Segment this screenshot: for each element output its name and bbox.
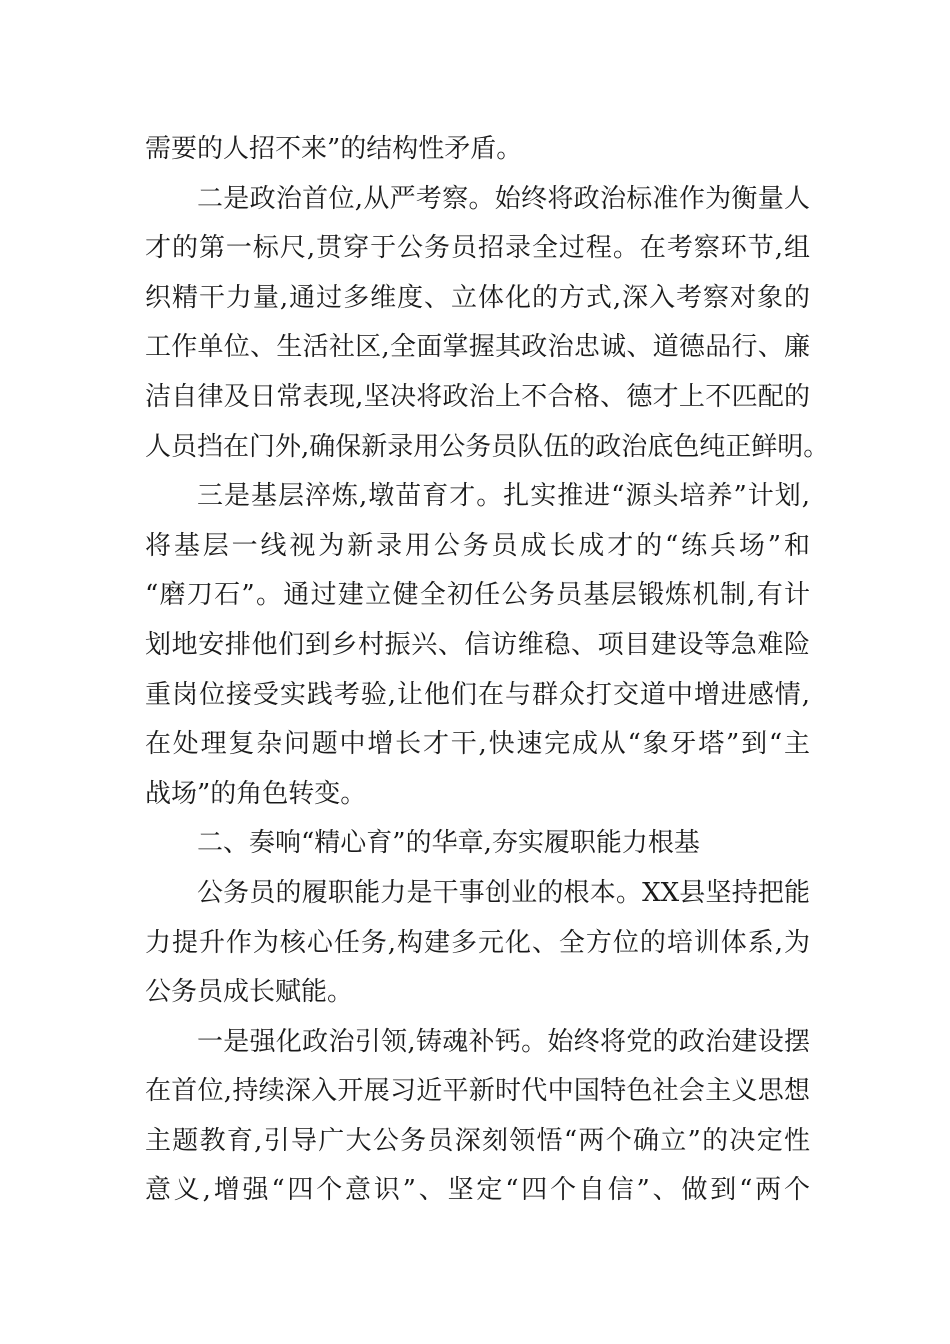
text-line-7: 人员挡在门外,确保新录用公务员队伍的政治底色纯正鲜明。	[145, 431, 830, 462]
text-line-19: 一是强化政治引领,铸魂补钙。始终将党的政治建设摆	[197, 1026, 810, 1057]
text-line-11: 划地安排他们到乡村振兴、信访维稳、项目建设等急难险	[145, 629, 810, 660]
text-line-3: 才的第一标尺,贯穿于公务员招录全过程。在考察环节,组	[145, 233, 810, 264]
body-text	[145, 125, 830, 1216]
text-line-18: 公务员成长赋能。	[145, 977, 354, 1008]
text-line-4: 织精干力量,通过多维度、立体化的方式,深入考察对象的	[145, 282, 810, 313]
text-line-13: 在处理复杂问题中增长才干,快速完成从“象牙塔”到“主	[145, 729, 810, 760]
text-line-17: 力提升作为核心任务,构建多元化、全方位的培训体系,为	[145, 927, 810, 958]
text-line-8: 三是基层淬炼,墩苗育才。扎实推进“源头培养”计划,	[197, 481, 810, 512]
text-line-20: 在首位,持续深入开展习近平新时代中国特色社会主义思想	[145, 1076, 810, 1107]
text-line-6: 洁自律及日常表现,坚决将政治上不合格、德才上不匹配的	[145, 381, 810, 412]
text-line-16: 公务员的履职能力是干事创业的根本。XX县坚持把能	[197, 877, 810, 908]
text-line-9: 将基层一线视为新录用公务员成长成才的“练兵场”和	[145, 530, 810, 561]
text-line-14: 战场”的角色转变。	[145, 778, 367, 809]
section-heading: 二、奏响“精心育”的华章,夯实履职能力根基	[197, 828, 700, 859]
text-line-2: 二是政治首位,从严考察。始终将政治标准作为衡量人	[197, 183, 810, 214]
text-line-10: “磨刀石”。通过建立健全初任公务员基层锻炼机制,有计	[145, 580, 810, 611]
text-line-5: 工作单位、生活社区,全面掌握其政治忠诚、道德品行、廉	[145, 332, 810, 363]
text-line-21: 主题教育,引导广大公务员深刻领悟“两个确立”的决定性	[145, 1125, 810, 1156]
text-line-22: 意义,增强“四个意识”、坚定“四个自信”、做到“两个	[145, 1175, 810, 1206]
text-line-1: 需要的人招不来”的结构性矛盾。	[145, 134, 523, 164]
text-line-12: 重岗位接受实践考验,让他们在与群众打交道中增进感情,	[145, 679, 810, 710]
